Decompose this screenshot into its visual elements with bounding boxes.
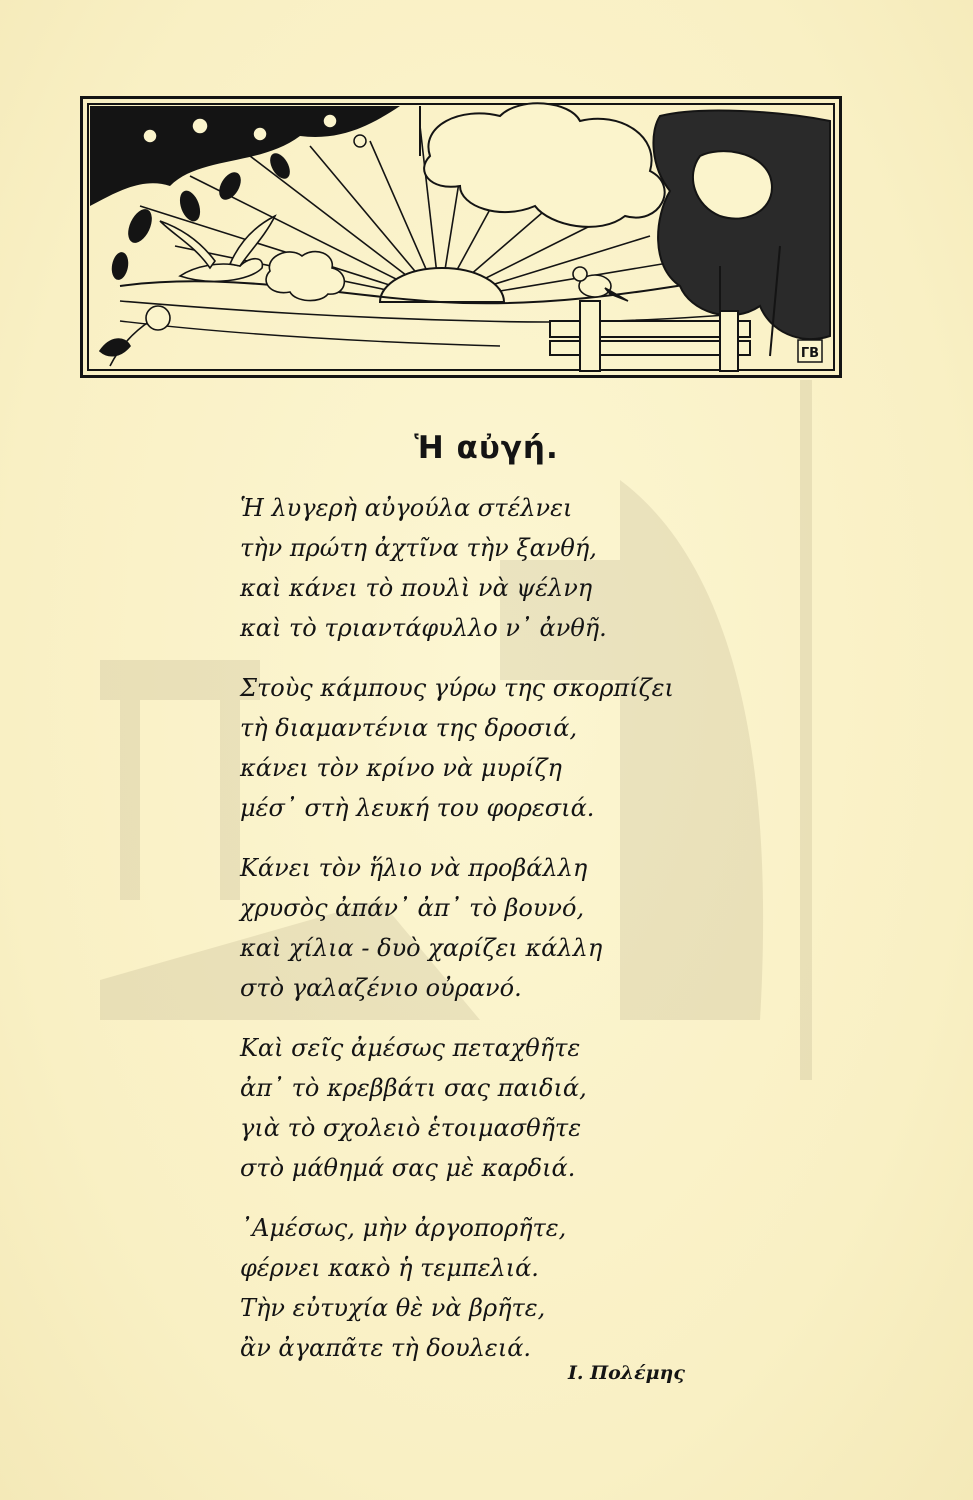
rising-sun (380, 268, 504, 302)
cloud-small (266, 252, 344, 301)
poem-line: ἀπ᾽ τὸ κρεββάτι σας παιδιά, (240, 1074, 587, 1102)
poem-line: Τὴν εὐτυχία θὲ νὰ βρῆτε, (240, 1294, 546, 1322)
header-illustration (80, 96, 842, 378)
stanza (240, 668, 800, 828)
poem-line: Στοὺς κάμπους γύρω της σκορπίζει (240, 674, 674, 702)
perched-bird (573, 267, 628, 301)
artist-monogram: ΓΒ (800, 346, 820, 361)
poem-line: κάνει τὸν κρίνο νὰ μυρίζη (240, 754, 562, 782)
poem-line: ᾽Αμέσως, μὴν ἀργοπορῆτε, (240, 1214, 567, 1242)
poem-line: Κάνει τὸν ἥλιο νὰ προβάλλη (240, 854, 588, 882)
poem-line: τὴ διαμαντένια της δροσιά, (240, 714, 578, 742)
poem-author: Ι. Πολέμης (568, 1362, 685, 1384)
poem-line: καὶ κάνει τὸ πουλὶ νὰ ψέλνη (240, 574, 593, 602)
poem-line: μέσ᾽ στὴ λευκή του φορεσιά. (240, 794, 595, 822)
tree-clump (653, 111, 830, 356)
poem-line: Ἡ λυγερὴ αὐγούλα στέλνει (240, 494, 573, 522)
stanza (240, 848, 800, 1008)
poem-line: στὸ γαλαζένιο οὐρανό. (240, 974, 522, 1002)
poem-line: καὶ χίλια - δυὸ χαρίζει κάλλη (240, 934, 603, 962)
flying-bird (160, 216, 275, 281)
poem-line: γιὰ τὸ σχολειὸ ἑτοιμασθῆτε (240, 1114, 582, 1142)
wooden-fence (550, 301, 750, 371)
poem-body (240, 488, 800, 1388)
cloud-large (424, 103, 665, 227)
poem-line: τὴν πρώτη ἀχτῖνα τὴν ξανθή, (240, 534, 597, 562)
poem-line: χρυσὸς ἀπάν᾽ ἀπ᾽ τὸ βουνό, (240, 894, 585, 922)
stanza (240, 1208, 800, 1368)
poem-line: στὸ μάθημά σας μὲ καρδιά. (240, 1154, 576, 1182)
stanza (240, 1028, 800, 1188)
poem-line: Καὶ σεῖς ἀμέσως πεταχθῆτε (240, 1034, 581, 1062)
poem-line: ἂν ἀγαπᾶτε τὴ δουλειά. (240, 1334, 532, 1362)
poem-line: φέρνει κακὸ ἡ τεμπελιά. (240, 1254, 539, 1282)
poem-title: Ἡ αὐγή. (414, 430, 559, 466)
flower-sprig (100, 306, 170, 366)
poem-line: καὶ τὸ τριαντάφυλλο ν᾽ ἀνθῆ. (240, 614, 607, 642)
stanza (240, 488, 800, 648)
